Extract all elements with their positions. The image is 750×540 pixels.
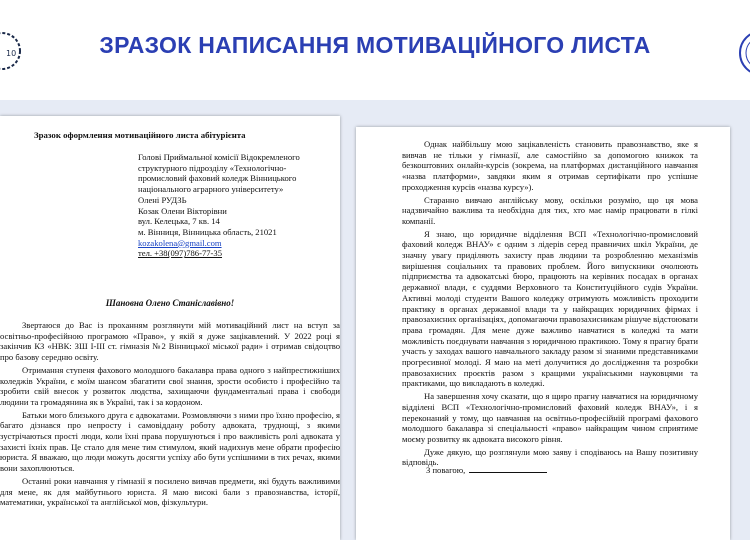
college-emblem-icon xyxy=(0,26,24,76)
address-line: промисловий фаховий коледж Вінницького xyxy=(138,173,297,184)
address-line: вул. Келецька, 7 кв. 14 xyxy=(138,216,220,227)
emblem-number: 10 xyxy=(6,49,17,58)
letter-page-2 xyxy=(356,127,730,540)
address-line: структурного підрозділу «Технологічно- xyxy=(138,162,287,173)
letter-body-part-2 xyxy=(402,139,698,470)
paragraph: Батьки мого близького друга є адвокатами. Розмовляючи з ними про їхню професію, я багато дізнався про непросту і самовіддану роботу адвоката, труднощі, з якими зустрічаються прості люди, коли їхні права порушуються і про важливість ролі адвоката у захисті їхніх прав. Це стало для мене тим стимулом, який надихнув мене обрати професію юриста. Я вважаю, що люди можуть досягти успіху або бути успішними в тих речах, якими вони захоплюються. xyxy=(0,409,340,474)
paragraph: Останні роки навчання у гімназії я посилено вивчав предмети, які будуть важливими для мене, як для майбутнього юриста. Я маю високі бали з правознавства, історії, математики, української та англійської мов, фізкультури. xyxy=(0,475,340,508)
university-seal-icon xyxy=(738,26,750,80)
letter-page-1 xyxy=(0,116,340,540)
slide-header xyxy=(0,0,750,100)
address-line: національного аграрного університету» xyxy=(138,184,284,195)
signoff-text: З повагою, xyxy=(426,465,466,475)
letter-body-part-1 xyxy=(0,320,340,510)
paragraph: Дуже дякую, що розглянули мою заяву і сподіваюсь на Вашу позитивну відповідь. xyxy=(402,446,698,468)
paragraph: Старанно вивчаю англійську мову, оскільки розумію, що ця мова надзвичайно важлива та необхідна для тих, хто має намір працювати в гілкі компанії. xyxy=(402,194,698,226)
letter-heading: Зразок оформлення мотиваційного листа абітурієнта xyxy=(34,130,246,140)
paragraph: Однак найбільшу мою зацікавленість становить правознавство, яке я вивчав не тільки у гімназії, але самостійно за допомогою книжок та безкоштовних онлайн-курсів (зокрема, на платформах дистанційного навчання «назва платформи», завдяки яким я отримав сертифікати про успішне проходження курсів «назва курсу»). xyxy=(402,139,698,192)
email-link[interactable]: kozakolena@gmail.com xyxy=(138,237,222,248)
recipient-address xyxy=(138,152,328,259)
slide-title: ЗРАЗОК НАПИСАННЯ МОТИВАЦІЙНОГО ЛИСТА xyxy=(99,32,651,58)
address-line: Голові Приймальної комісії Відокремленого xyxy=(138,152,300,162)
signature-line xyxy=(469,472,547,473)
paragraph: Я знаю, що юридичне відділення ВСП «Технологічно-промисловий фаховий коледж ВНАУ» є одним з лідерів серед правничих шкіл України, де значну увагу приділяють захисту прав людини та розробленню механізмів вирішення соціальних та правових проблем. Його випускники очолюють підприємства та адвокатські бюро, працюють на керівних посадах в органах державної влади, є суддями Верховного та Конституційного судів України. Активні молоді студенти Вашого коледжу отримують можливість проходити практику в органах державної влади та у найкращих юридичних фірмах і правозахисних організаціях, допомагаючи правозахисникам рішуче відстоювати права громадян. Для мене дуже важливо навчатися в коледжі та мати можливість поєднувати навчання з юридичною практикою. Тому я прагну брати участь у заходах вашого навчального закладу разом зі знаними представниками прогресивної молоді. Я маю на меті долучитися до дослідження та розробки правозахисних проєктів разом з кращими українськими науковцями та практиками, що викладають в коледжі. xyxy=(402,228,698,389)
paragraph: Отримання ступеня фахового молодшого бакалавра права одного з найпрестижніших коледжів України, є моїм шансом збагатити свої знання, зрости особисто і професійно та зробити свій внесок у розвиток людства, захищаючи фундаментальні права і свободи людини та громадянина як в Україні, так і за кордоном. xyxy=(0,364,340,407)
phone-number: тел. +38(097)786-77-35 xyxy=(138,248,223,259)
greeting: Шановна Олено Станіславівно! xyxy=(105,298,235,308)
signoff xyxy=(426,465,547,476)
paragraph: Звертаюся до Вас із проханням розглянути мій мотиваційний лист на вступ за освітньо-професійною програмою «Право», у якій я дуже зацікавлений. У 2022 році я закінчив КЗ «НВК: ЗШ І-ІІІ ст. гімназія №2 Вінницької міської ради» і отримав свідоцтво про базову середню освіту. xyxy=(0,320,340,363)
address-line: м. Вінниця, Вінницька область, 21021 xyxy=(138,226,277,237)
paragraph: На завершення хочу сказати, що я щиро прагну навчатися на юридичному відділені ВСП «Технологічно-промисловий фаховий коледж ВНАУ», і я переконаний у тому, що навчання на освітньо-професійній програмі фахового молодшого бакалавра зі спеціальності «право» найкращим чином сприятиме моєму розвитку як адвоката високого рівня. xyxy=(402,391,698,444)
address-line: Козак Олени Вікторівни xyxy=(138,205,227,216)
address-line: Олені РУДЗЬ xyxy=(138,194,187,205)
